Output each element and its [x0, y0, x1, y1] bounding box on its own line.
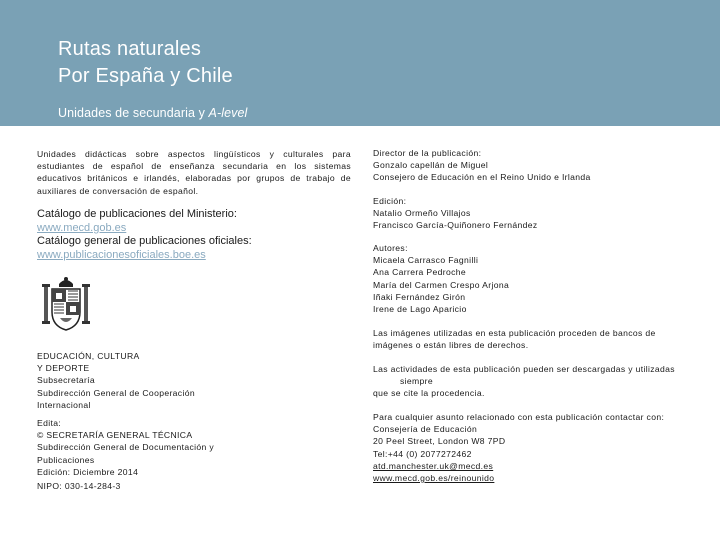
edita-block: Edita: © SECRETARÍA GENERAL TÉCNICA Subdirección General de Documentación y Publicaciones Edición: Diciembre 2014	[37, 418, 215, 477]
contact-email-link[interactable]: atd.manchester.uk@mecd.es	[373, 460, 494, 471]
publication-title: Rutas naturales Por España y Chile	[58, 38, 233, 87]
nipo-text: NIPO: 030-14-284-3	[37, 481, 121, 491]
catalog-ministry-link[interactable]: www.mecd.gob.es	[37, 221, 127, 234]
catalog-ministry-label: Catálogo de publicaciones del Ministerio:	[37, 208, 237, 220]
intro-text: Unidades didácticas sobre aspectos lingüísticos y culturales para estudiantes de español de enseñanza secundaria en los sistemas educativos británicos e irlandés, elaboradas por grupos de trabajo de auxiliares de conversación de español.	[37, 149, 351, 196]
catalog-official-link[interactable]: www.publicacionesoficiales.boe.es	[37, 248, 206, 261]
images-note: Las imágenes utilizadas en esta publicación proceden de bancos de imágenes o están libres de derechos.	[373, 328, 656, 351]
activities-note: Las actividades de esta publicación pueden ser descargadas y utilizadas siempre que se cite la procedencia.	[373, 364, 675, 399]
edicion-block: Edición: Natalio Ormeño Villajos Francisco García-Quiñonero Fernández	[373, 196, 538, 231]
contact-block: Para cualquier asunto relacionado con esta publicación contactar con: Consejería de Educación 20 Peel Street, London W8 7PD Tel:+44 (0) 2077272462 atd.manchester.uk@mecd.es www.mecd.gob.es/reinounido	[373, 411, 693, 484]
director-block: Director de la publicación: Gonzalo capellán de Miguel Consejero de Educación en el Reino Unido e Irlanda	[373, 148, 591, 183]
autores-block: Autores: Micaela Carrasco Fagnilli Ana Carrera Pedroche María del Carmen Crespo Arjona Iñaki Fernández Girón Irene de Lago Aparicio	[373, 243, 510, 315]
coat-of-arms-icon	[42, 276, 90, 334]
publication-subtitle: Unidades de secundaria y A-level	[58, 106, 248, 120]
contact-web-link[interactable]: www.mecd.gob.es/reinounido	[373, 473, 495, 484]
ministry-block: EDUCACIÓN, CULTURA Y DEPORTE Subsecretaría Subdirección General de Cooperación Internacional	[37, 351, 195, 410]
catalog-block	[37, 208, 351, 262]
header-banner	[0, 0, 720, 126]
catalog-official-label: Catálogo general de publicaciones oficiales:	[37, 235, 252, 247]
